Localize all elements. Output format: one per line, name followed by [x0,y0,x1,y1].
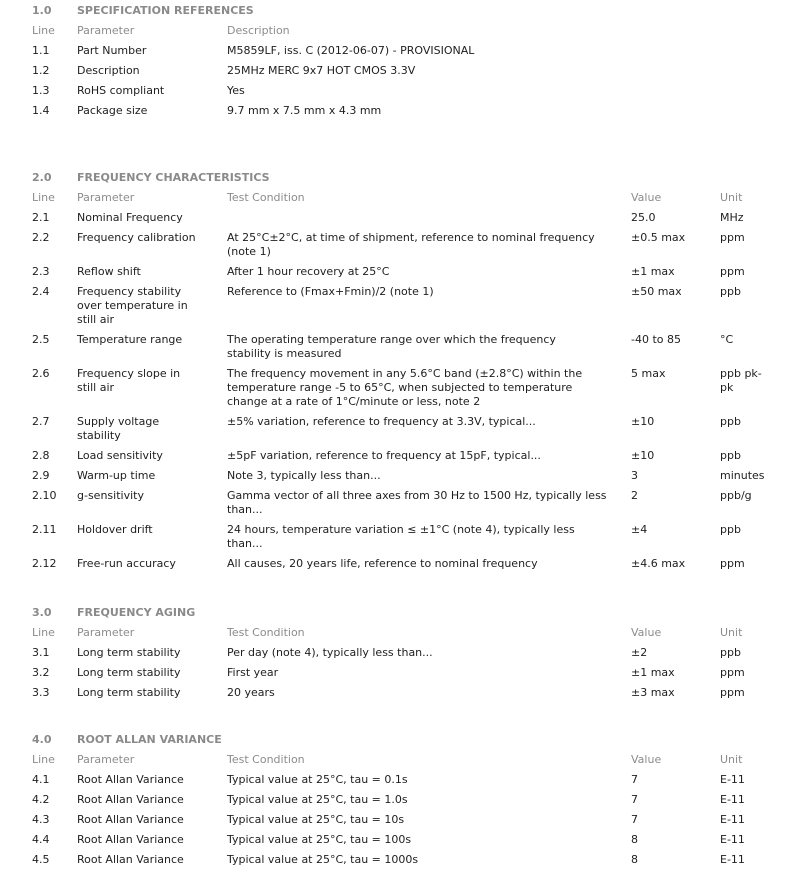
test-condition: Per day (note 4), typically less than... [227,646,433,659]
unit: E-11 [720,773,745,786]
test-condition: The operating temperature range over which the frequency stability is measured [227,333,556,360]
header-description: Description [227,24,290,37]
parameter: Load sensitivity [77,449,163,462]
value: ±2 [631,646,648,659]
parameter: Root Allan Variance [77,853,184,866]
unit: E-11 [720,813,745,826]
value: 7 [631,813,638,826]
header-line: Line [32,753,55,766]
line-number: 2.6 [32,367,50,380]
value: ±10 [631,415,655,428]
value: 2 [631,489,638,502]
line-number: 3.1 [32,646,50,659]
table-header [0,753,788,773]
section-number: 4.0 [32,733,52,746]
unit: ppm [720,265,745,278]
parameter: Temperature range [77,333,183,346]
parameter: Frequency stability over temperature in still air [77,285,188,326]
table-row [0,853,788,873]
line-number: 4.4 [32,833,50,846]
value: ±1 max [631,666,675,679]
unit: °C [720,333,734,346]
header-value: Value [631,191,662,204]
section-frequency-aging [0,606,788,706]
line-number: 1.3 [32,84,50,97]
parameter: RoHS compliant [77,84,165,97]
header-test-condition: Test Condition [227,191,305,204]
header-test-condition: Test Condition [227,753,305,766]
test-condition: 20 years [227,686,275,699]
unit: E-11 [720,853,745,866]
value: 8 [631,853,638,866]
table-row [0,773,788,793]
table-row [0,84,788,104]
section-title-row [0,606,788,626]
header-unit: Unit [720,191,743,204]
value: 5 max [631,367,666,380]
line-number: 4.3 [32,813,50,826]
line-number: 2.5 [32,333,50,346]
parameter: Package size [77,104,148,117]
unit: ppm [720,666,745,679]
header-value: Value [631,753,662,766]
line-number: 1.1 [32,44,50,57]
line-number: 3.3 [32,686,50,699]
test-condition: Typical value at 25°C, tau = 1.0s [227,793,408,806]
header-unit: Unit [720,753,743,766]
table-row [0,833,788,853]
line-number: 2.4 [32,285,50,298]
table-row [0,646,788,666]
section-title: SPECIFICATION REFERENCES [77,4,254,17]
unit: ppm [720,231,745,244]
section-number: 3.0 [32,606,52,619]
unit: MHz [720,211,744,224]
parameter: Long term stability [77,686,181,699]
parameter: Description [77,64,140,77]
parameter: Frequency calibration [77,231,196,244]
parameter: Root Allan Variance [77,813,184,826]
table-row [0,489,788,523]
line-number: 4.1 [32,773,50,786]
line-number: 1.4 [32,104,50,117]
table-row [0,449,788,469]
parameter: Reflow shift [77,265,141,278]
parameter: Part Number [77,44,147,57]
line-number: 2.3 [32,265,50,278]
header-test-condition: Test Condition [227,626,305,639]
unit: ppb/g [720,489,752,502]
table-header [0,626,788,646]
header-unit: Unit [720,626,743,639]
section-title: FREQUENCY AGING [77,606,196,619]
unit: ppb pk-pk [720,367,762,394]
section-title: ROOT ALLAN VARIANCE [77,733,222,746]
table-row [0,211,788,231]
test-condition: The frequency movement in any 5.6°C band (±2.8°C) within the temperature range -5 to 65°C, when subjected to temperature change at a rate of 1°C/minute or less, note 2 [227,367,583,408]
section-frequency-characteristics [0,171,788,577]
line-number: 2.11 [32,523,57,536]
header-parameter: Parameter [77,24,135,37]
parameter: Free-run accuracy [77,557,176,570]
test-condition: Reference to (Fmax+Fmin)/2 (note 1) [227,285,434,298]
value: 7 [631,773,638,786]
line-number: 2.10 [32,489,57,502]
line-number: 4.5 [32,853,50,866]
value: ±4.6 max [631,557,686,570]
parameter: Long term stability [77,646,181,659]
table-row [0,44,788,64]
table-row [0,686,788,706]
description: 9.7 mm x 7.5 mm x 4.3 mm [227,104,382,117]
section-number: 2.0 [32,171,52,184]
value: ±0.5 max [631,231,686,244]
unit: minutes [720,469,765,482]
table-header [0,191,788,211]
header-line: Line [32,626,55,639]
line-number: 2.8 [32,449,50,462]
unit: E-11 [720,793,745,806]
unit: ppb [720,523,741,536]
header-parameter: Parameter [77,626,135,639]
test-condition: Gamma vector of all three axes from 30 Hz to 1500 Hz, typically less than... [227,489,607,516]
value: 25.0 [631,211,656,224]
value: 3 [631,469,638,482]
parameter: Supply voltage stability [77,415,160,442]
value: ±4 [631,523,648,536]
section-title: FREQUENCY CHARACTERISTICS [77,171,270,184]
table-row [0,813,788,833]
table-row [0,285,788,333]
unit: ppm [720,686,745,699]
value: ±1 max [631,265,675,278]
unit: ppb [720,449,741,462]
table-row [0,793,788,813]
test-condition: 24 hours, temperature variation ≤ ±1°C (note 4), typically less than... [227,523,575,550]
unit: ppm [720,557,745,570]
table-row [0,666,788,686]
table-row [0,231,788,265]
test-condition: ±5pF variation, reference to frequency at 15pF, typical... [227,449,541,462]
test-condition: ±5% variation, reference to frequency at 3.3V, typical... [227,415,536,428]
test-condition: Typical value at 25°C, tau = 1000s [227,853,419,866]
table-row [0,64,788,84]
line-number: 2.12 [32,557,57,570]
table-row [0,523,788,557]
value: ±50 max [631,285,682,298]
parameter: Root Allan Variance [77,773,184,786]
line-number: 3.2 [32,666,50,679]
parameter: Warm-up time [77,469,156,482]
unit: ppb [720,285,741,298]
header-parameter: Parameter [77,191,135,204]
parameter: g-sensitivity [77,489,144,502]
table-row [0,333,788,367]
test-condition: First year [227,666,279,679]
line-number: 1.2 [32,64,50,77]
test-condition: At 25°C±2°C, at time of shipment, reference to nominal frequency (note 1) [227,231,595,258]
description: M5859LF, iss. C (2012-06-07) - PROVISIONAL [227,44,475,57]
section-title-row [0,4,788,24]
line-number: 2.1 [32,211,50,224]
header-line: Line [32,191,55,204]
section-root-allan-variance [0,733,788,873]
line-number: 4.2 [32,793,50,806]
section-specification-references [0,4,788,124]
test-condition: After 1 hour recovery at 25°C [227,265,390,278]
header-value: Value [631,626,662,639]
unit: ppb [720,646,741,659]
line-number: 2.2 [32,231,50,244]
table-header [0,24,788,44]
table-row [0,104,788,124]
parameter: Long term stability [77,666,181,679]
value: 7 [631,793,638,806]
line-number: 2.9 [32,469,50,482]
section-number: 1.0 [32,4,52,17]
test-condition: Typical value at 25°C, tau = 0.1s [227,773,408,786]
table-row [0,469,788,489]
parameter: Root Allan Variance [77,833,184,846]
description: Yes [227,84,245,97]
section-title-row [0,171,788,191]
line-number: 2.7 [32,415,50,428]
header-line: Line [32,24,55,37]
test-condition: Note 3, typically less than... [227,469,381,482]
value: ±3 max [631,686,675,699]
test-condition: All causes, 20 years life, reference to nominal frequency [227,557,538,570]
value: -40 to 85 [631,333,681,346]
description: 25MHz MERC 9x7 HOT CMOS 3.3V [227,64,416,77]
parameter: Root Allan Variance [77,793,184,806]
parameter: Holdover drift [77,523,153,536]
unit: E-11 [720,833,745,846]
test-condition: Typical value at 25°C, tau = 10s [227,813,405,826]
table-row [0,367,788,415]
test-condition: Typical value at 25°C, tau = 100s [227,833,412,846]
value: 8 [631,833,638,846]
parameter: Frequency slope in still air [77,367,181,394]
table-row [0,415,788,449]
table-row [0,265,788,285]
value: ±10 [631,449,655,462]
unit: ppb [720,415,741,428]
header-parameter: Parameter [77,753,135,766]
parameter: Nominal Frequency [77,211,183,224]
table-row [0,557,788,577]
section-title-row [0,733,788,753]
